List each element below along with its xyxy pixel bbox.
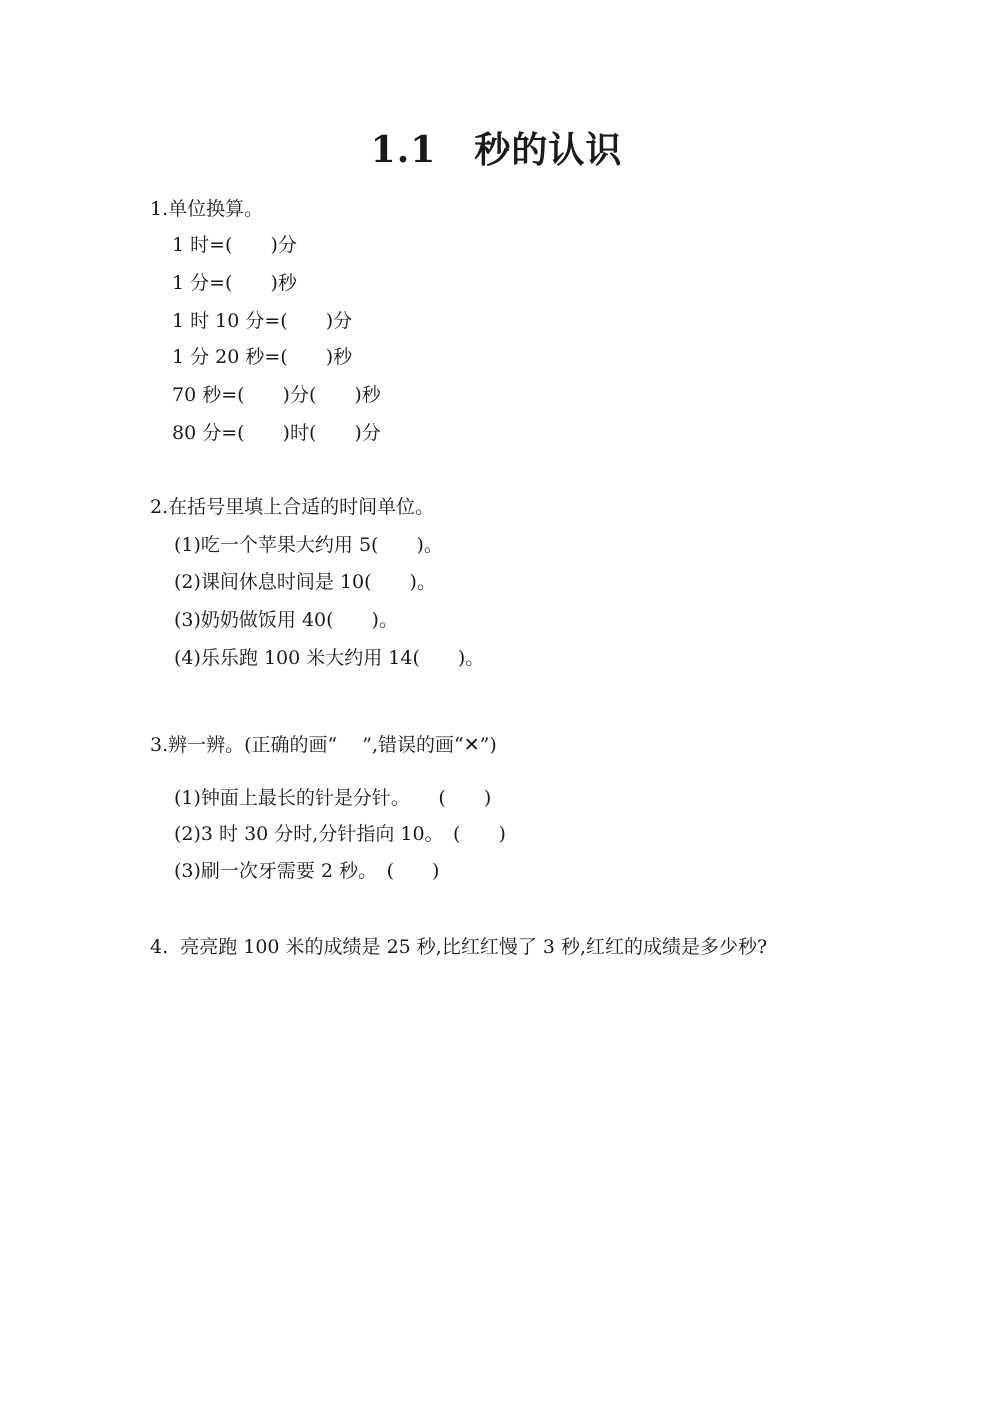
question-2-item: (4)乐乐跑 100 米大约用 14( )。 [174,647,485,669]
question-1-item: 70 秒=( )分( )秒 [172,384,381,406]
question-1-item: 1 时=( )分 [172,234,297,256]
question-3-heading: 3.辨一辨。(正确的画“ ”,错误的画“✕”) [150,734,497,756]
question-1-item: 1 分=( )秒 [172,272,297,294]
question-4-text: 4. 亮亮跑 100 米的成绩是 25 秒,比红红慢了 3 秒,红红的成绩是多少秒? [150,936,768,958]
question-3-item: (2)3 时 30 分时,分针指向 10。 ( ) [174,823,506,845]
question-1-item: 1 时 10 分=( )分 [172,310,353,332]
page-title [0,128,993,172]
question-1-item: 1 分 20 秒=( )秒 [172,346,353,368]
question-2-item: (3)奶奶做饭用 40( )。 [174,609,398,631]
question-3-item: (3)刷一次牙需要 2 秒。 ( ) [174,860,440,882]
question-2-item: (2)课间休息时间是 10( )。 [174,571,436,593]
question-1-heading: 1.单位换算。 [150,198,264,220]
question-1-item: 80 分=( )时( )分 [172,422,381,444]
question-3-item: (1)钟面上最长的针是分针。 ( ) [174,787,492,809]
title-number: 1.1 [370,129,437,171]
question-2-item: (1)吃一个苹果大约用 5( )。 [174,534,443,556]
question-2-heading: 2.在括号里填上合适的时间单位。 [150,496,435,518]
title-text: 秒的认识 [474,129,623,171]
